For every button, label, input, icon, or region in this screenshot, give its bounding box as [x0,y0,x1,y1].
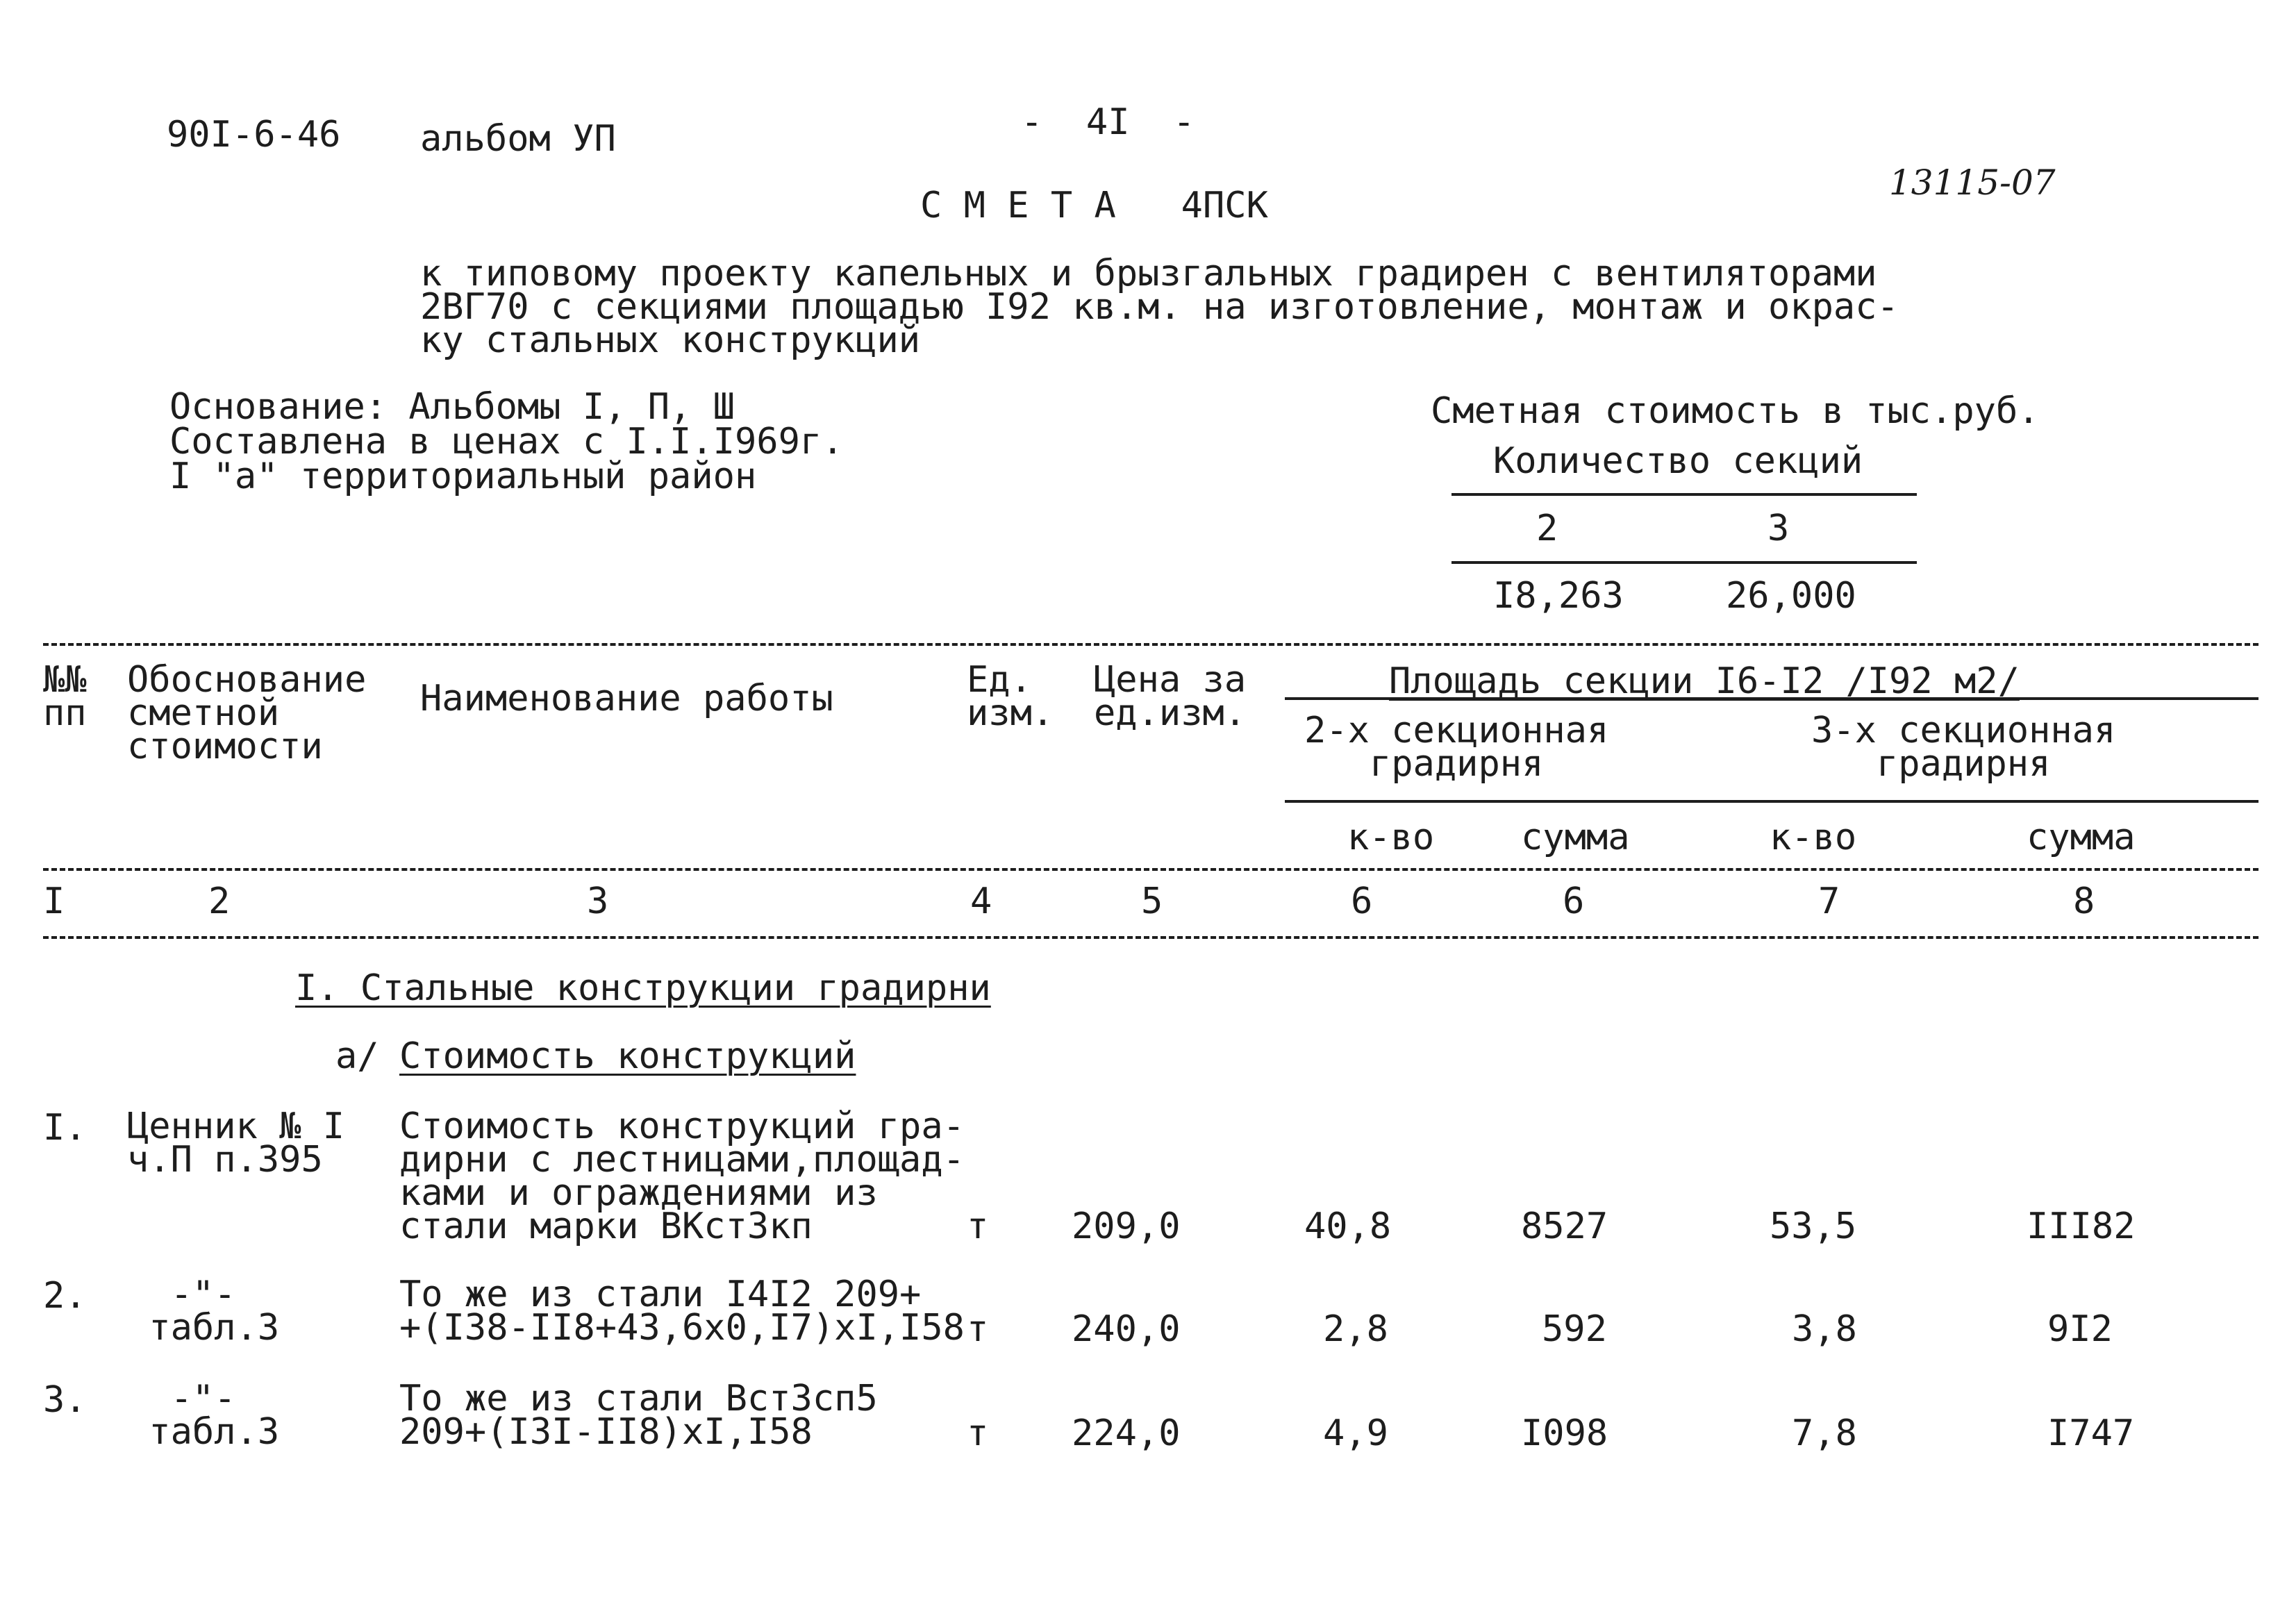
col-number-5: 5 [1141,881,1163,922]
col-header-two-section: 2-х секционная градирня [1304,710,1609,785]
estimate-rule-bottom [1451,561,1917,564]
col-header-three-section: 3-х секционная градирня [1811,710,2116,785]
row-3-basis: -"- табл.3 [149,1378,280,1453]
row-2-num: 2. [43,1275,87,1317]
col-header-price: Цена за ед.изм. [1094,659,1247,734]
col-header-sum-3: сумма [2027,817,2136,858]
estimate-value-2: I8,263 [1493,575,1624,617]
col-number-8: 8 [2073,881,2095,922]
section-title: I. Стальные конструкции градирни [295,967,991,1009]
basis-line-1: Основание: Альбомы I, П, Ш [169,386,735,428]
estimate-description: к типовому проекту капельных и брызгальных градирен с вентиляторами 2ВГ70 с секциями площадью I92 кв.м. на изготовление, монтаж и окрас- ку стальных конструкций [420,253,1899,361]
col-number-4: 4 [970,881,992,922]
subsection-prefix: а/ [335,1035,379,1077]
sections-count-label: Количество секций [1493,440,1863,482]
row-3-sum-3: I747 [2047,1412,2135,1454]
row-3-num: 3. [43,1379,87,1421]
row-2-name: То же из стали I4I2 209+ +(I38-II8+43,6х0,I7)хI,I58 [399,1274,965,1349]
col-header-sum-2: сумма [1521,817,1630,858]
col-number-2: 2 [208,881,231,922]
table-rule-top [43,643,2258,646]
row-2-sum-2: 592 [1542,1308,1607,1350]
col-header-area: Площадь секции I6-I2 /I92 м2/ [1389,660,2020,702]
col-header-unit: Ед. изм. [967,659,1054,734]
row-2-qty-2: 2,8 [1323,1308,1388,1350]
col-number-3: 3 [587,881,609,922]
subsection-title: Стоимость конструкций [399,1035,856,1077]
subheader-rule [1285,800,2258,803]
basis-line-3: I "а" территориальный район [169,456,757,497]
estimate-title: С М Е Т А 4ПСК [920,185,1268,226]
row-1-basis: Ценник № I ч.П п.395 [127,1106,345,1181]
col-number-1: I [43,881,65,922]
row-3-name: То же из стали Вст3сп5 209+(I3I-II8)хI,I58 [399,1378,878,1453]
estimate-value-3: 26,000 [1726,575,1856,617]
basis-line-2: Составлена в ценах с I.I.I969г. [169,421,844,462]
row-1-price: 209,0 [1072,1206,1181,1247]
col-header-qty-2: к-во [1347,817,1435,858]
row-3-sum-2: I098 [1521,1412,1608,1454]
table-rule-numbers [43,936,2258,939]
col-number-6b: 6 [1563,881,1585,922]
col-header-num: №№ пп [43,659,87,734]
area-rule [1285,697,2258,700]
row-3-unit: т [967,1412,989,1454]
row-1-unit: т [967,1206,989,1247]
estimated-cost-label: Сметная стоимость в тыс.руб. [1431,390,2040,432]
row-3-qty-2: 4,9 [1323,1412,1388,1454]
col-number-6a: 6 [1351,881,1373,922]
col-header-qty-3: к-во [1770,817,1857,858]
page-number: - 4I - [1021,101,1195,143]
row-3-price: 224,0 [1072,1412,1181,1454]
col-number-7: 7 [1818,881,1840,922]
estimate-rule-top [1451,493,1917,496]
row-1-name: Стоимость конструкций гра- дирни с лестницами,площад- ками и ограждениями из стали марки ВКст3кп [399,1106,965,1247]
row-1-qty-3: 53,5 [1770,1206,1857,1247]
row-1-qty-2: 40,8 [1304,1206,1392,1247]
sections-count-2: 2 [1536,508,1558,549]
document-code: 90I-6-46 [167,114,341,156]
row-2-unit: т [967,1308,989,1350]
row-2-qty-3: 3,8 [1792,1308,1857,1350]
row-2-sum-3: 9I2 [2047,1308,2113,1350]
col-header-basis: Обоснование сметной стоимости [127,659,367,767]
sections-count-3: 3 [1767,508,1790,549]
row-1-sum-3: III82 [2027,1206,2136,1247]
col-header-name: Наименование работы [420,678,833,719]
album-label: альбом УП [420,118,616,160]
handwritten-note: 13115-07 [1889,162,2056,203]
row-1-sum-2: 8527 [1521,1206,1608,1247]
row-2-basis: -"- табл.3 [149,1274,280,1349]
row-2-price: 240,0 [1072,1308,1181,1350]
row-3-qty-3: 7,8 [1792,1412,1857,1454]
table-rule-header [43,868,2258,871]
row-1-num: I. [43,1107,87,1149]
